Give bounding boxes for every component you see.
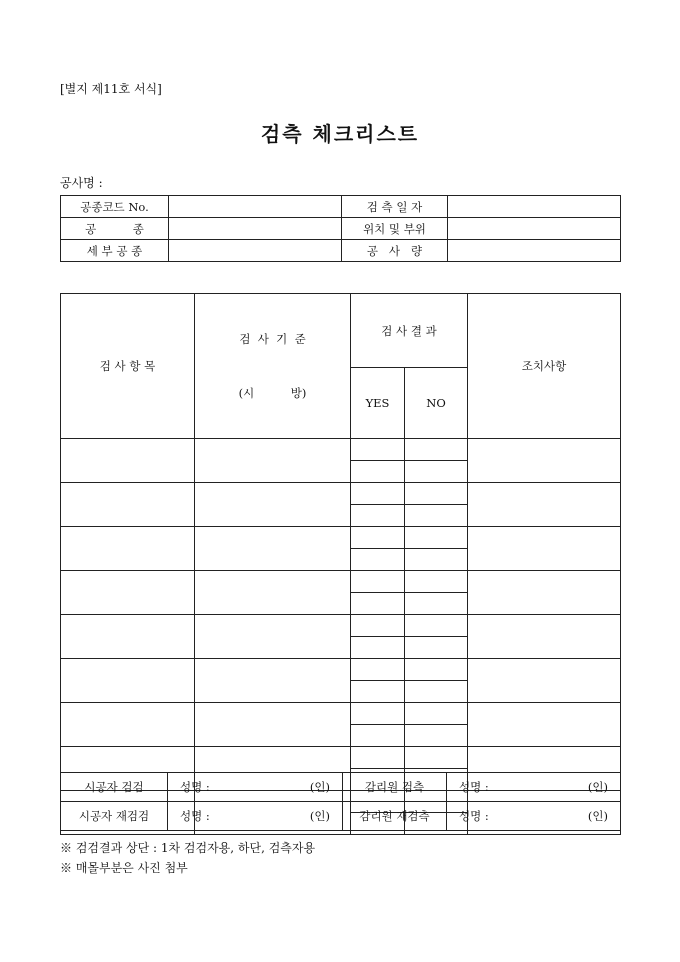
header-action: 조치사항 [468,294,621,439]
check-yes-cell[interactable] [351,637,405,659]
check-action-cell[interactable] [468,703,621,747]
info-label: 위치 및 부위 [342,218,448,240]
check-item-cell[interactable] [61,483,195,527]
check-table [60,293,621,835]
check-standard-cell[interactable] [195,483,351,527]
check-item-cell[interactable] [61,659,195,703]
signature-name-label: 성명 : [180,780,210,794]
check-row [61,527,621,549]
signature-row [61,773,621,802]
header-item: 검 사 항 목 [61,294,195,439]
check-no-cell[interactable] [405,527,468,549]
check-yes-cell[interactable] [351,615,405,637]
notes [60,838,315,878]
check-yes-cell[interactable] [351,527,405,549]
check-no-cell[interactable] [405,461,468,483]
header-standard [195,294,351,439]
check-action-cell[interactable] [468,527,621,571]
check-yes-cell[interactable] [351,549,405,571]
header-yes: YES [351,368,405,439]
page-title: 검측 체크리스트 [260,122,420,146]
signature-role: 감리원 검측 [343,773,447,802]
check-item-cell[interactable] [61,527,195,571]
header-standard-line2: (시 방) [238,386,307,400]
check-no-cell[interactable] [405,439,468,461]
signature-name-label: 성명 : [180,809,210,823]
check-yes-cell[interactable] [351,571,405,593]
info-row [61,196,621,218]
signature-name-label: 성명 : [459,780,489,794]
info-row [61,240,621,262]
check-row [61,571,621,593]
check-row [61,659,621,681]
check-no-cell[interactable] [405,571,468,593]
check-no-cell[interactable] [405,681,468,703]
check-item-cell[interactable] [61,439,195,483]
seal-mark: (인) [587,809,608,823]
info-value-field[interactable] [169,240,342,262]
check-yes-cell[interactable] [351,659,405,681]
info-value-field[interactable] [448,218,621,240]
seal-mark: (인) [309,809,330,823]
check-yes-cell[interactable] [351,747,405,769]
check-action-cell[interactable] [468,571,621,615]
check-item-cell[interactable] [61,571,195,615]
signature-role: 시공자 검검 [61,773,168,802]
check-standard-cell[interactable] [195,571,351,615]
info-label: 검 측 일 자 [342,196,448,218]
project-name-label: 공사명 : [60,176,103,190]
check-no-cell[interactable] [405,549,468,571]
check-standard-cell[interactable] [195,527,351,571]
info-table [60,195,621,262]
info-label: 공종코드 No. [61,196,169,218]
check-action-cell[interactable] [468,615,621,659]
check-yes-cell[interactable] [351,703,405,725]
info-value-field[interactable] [169,196,342,218]
signature-field[interactable] [447,773,621,802]
info-value-field[interactable] [169,218,342,240]
info-label: 공 사 량 [342,240,448,262]
header-standard-line1: 검 사 기 준 [239,332,306,346]
signature-field[interactable] [447,802,621,831]
signature-role: 감리원 재검측 [343,802,447,831]
check-standard-cell[interactable] [195,659,351,703]
signature-field[interactable] [168,773,343,802]
check-row [61,747,621,769]
signature-row [61,802,621,831]
check-yes-cell[interactable] [351,439,405,461]
header-result: 검 사 결 과 [351,294,468,368]
check-yes-cell[interactable] [351,505,405,527]
check-action-cell[interactable] [468,439,621,483]
form-number: [별지 제11호 서식] [60,82,162,96]
check-yes-cell[interactable] [351,681,405,703]
check-header-row [61,294,621,368]
seal-mark: (인) [587,780,608,794]
check-row [61,439,621,461]
check-standard-cell[interactable] [195,615,351,659]
check-standard-cell[interactable] [195,439,351,483]
header-no: NO [405,368,468,439]
check-no-cell[interactable] [405,703,468,725]
check-no-cell[interactable] [405,483,468,505]
check-row [61,483,621,505]
check-no-cell[interactable] [405,725,468,747]
signature-field[interactable] [168,802,343,831]
check-no-cell[interactable] [405,593,468,615]
info-label: 공 종 [61,218,169,240]
check-item-cell[interactable] [61,615,195,659]
check-standard-cell[interactable] [195,703,351,747]
signature-role: 시공자 재검검 [61,802,168,831]
check-item-cell[interactable] [61,703,195,747]
check-yes-cell[interactable] [351,725,405,747]
note-item: ※ 매몰부분은 사진 첨부 [60,861,188,875]
seal-mark: (인) [309,780,330,794]
check-row [61,703,621,725]
check-action-cell[interactable] [468,659,621,703]
check-yes-cell[interactable] [351,483,405,505]
check-no-cell[interactable] [405,637,468,659]
note-item: ※ 검검결과 상단 : 1차 검검자용, 하단, 검측자용 [60,841,316,855]
check-no-cell[interactable] [405,615,468,637]
info-label: 세 부 공 종 [61,240,169,262]
check-no-cell[interactable] [405,505,468,527]
check-action-cell[interactable] [468,483,621,527]
check-row [61,615,621,637]
info-row [61,218,621,240]
check-no-cell[interactable] [405,659,468,681]
signature-name-label: 성명 : [459,809,489,823]
check-yes-cell[interactable] [351,593,405,615]
check-no-cell[interactable] [405,747,468,769]
check-yes-cell[interactable] [351,461,405,483]
info-value-field[interactable] [448,196,621,218]
info-value-field[interactable] [448,240,621,262]
signature-table [60,772,621,831]
